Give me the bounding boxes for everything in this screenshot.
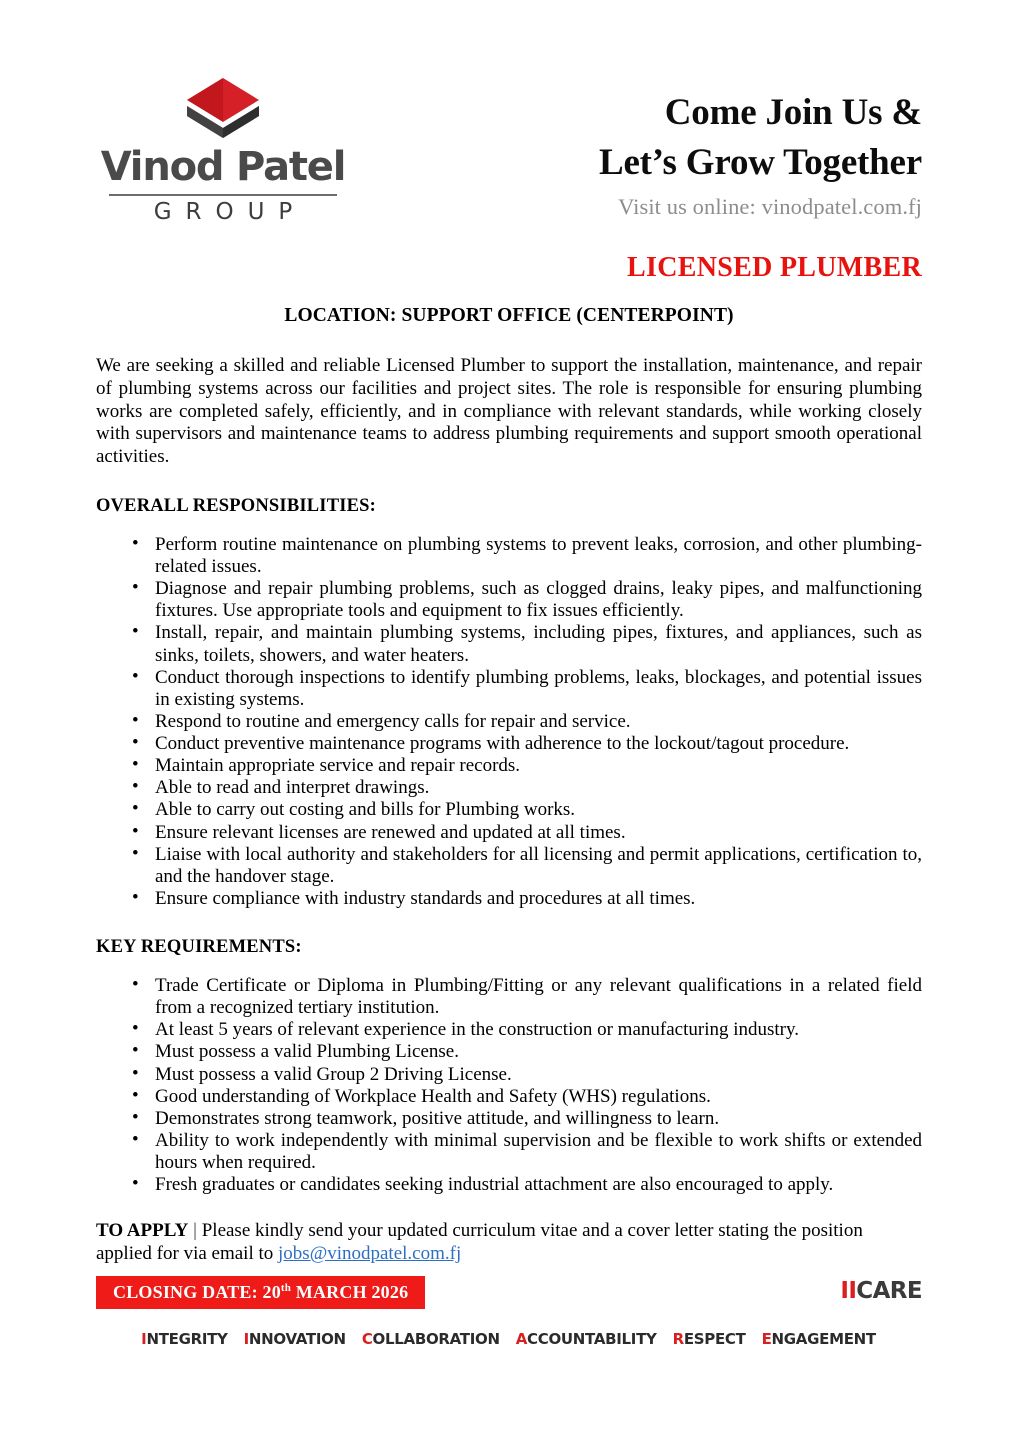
list-item: • Respond to routine and emergency calls for repair and service. (96, 711, 922, 733)
list-item: • Liaise with local authority and stakeholders for all licensing and permit applications, certification to, and the handover stage. (96, 844, 922, 888)
footer-row (96, 1276, 922, 1310)
page-header (0, 0, 1017, 300)
list-item: • Ensure compliance with industry standards and procedures at all times. (96, 888, 922, 910)
list-item: • Must possess a valid Plumbing License. (96, 1041, 922, 1063)
value-remainder: NGAGEMENT (771, 1330, 876, 1348)
apply-separator: | (188, 1220, 202, 1242)
value-initial: I (141, 1330, 147, 1348)
list-item: • Diagnose and repair plumbing problems, such as clogged drains, leaky pipes, and malfunctioning fixtures. Use appropriate tools and equipment to fix issues efficiently. (96, 578, 922, 622)
list-item: • Perform routine maintenance on plumbing systems to prevent leaks, corrosion, and other plumbing-related issues. (96, 534, 922, 578)
list-item: • Able to carry out costing and bills for Plumbing works. (96, 799, 922, 821)
page-content (96, 305, 922, 1266)
job-intro-paragraph: We are seeking a skilled and reliable Licensed Plumber to support the installation, maintenance, and repair of plumbing systems across our facilities and project sites. The role is responsible for ensuring plumbing works are completed safely, efficiently, and in compliance with relevant standards, while working closely with supervisors and maintenance teams to address plumbing requirements and support smooth operational activities. (96, 355, 922, 468)
apply-text: Please kindly send your updated curriculum vitae and a cover letter stating the position applied for via email to (96, 1220, 863, 1265)
apply-email-link[interactable]: jobs@vinodpatel.com.fj (278, 1243, 462, 1265)
list-item: • Fresh graduates or candidates seeking industrial attachment are also encouraged to apply. (96, 1174, 922, 1196)
value-word (516, 1330, 657, 1348)
value-word (244, 1330, 346, 1348)
apply-instructions (96, 1220, 922, 1266)
list-item: • Install, repair, and maintain plumbing systems, including pipes, fixtures, and appliances, such as sinks, toilets, showers, and water heaters. (96, 622, 922, 666)
value-initial: I (243, 1330, 249, 1348)
list-item: • Maintain appropriate service and repair records. (96, 755, 922, 777)
job-title: LICENSED PLUMBER (627, 252, 922, 284)
value-remainder: ESPECT (683, 1330, 746, 1348)
list-item: • Must possess a valid Group 2 Driving License. (96, 1064, 922, 1086)
value-word (362, 1330, 500, 1348)
headline-line-1: Come Join Us & (664, 92, 922, 133)
apply-label: TO APPLY (96, 1220, 189, 1242)
company-values-bar (0, 1332, 1017, 1347)
list-item: • Conduct preventive maintenance programs with adherence to the lockout/tagout procedure. (96, 733, 922, 755)
website-line: Visit us online: vinodpatel.com.fj (618, 194, 922, 220)
requirements-heading: KEY REQUIREMENTS: (96, 937, 302, 958)
responsibilities-list (96, 534, 922, 910)
list-item: • Good understanding of Workplace Health and Safety (WHS) regulations. (96, 1086, 922, 1108)
value-word (673, 1330, 746, 1348)
value-remainder: CCOUNTABILITY (527, 1330, 657, 1348)
logo-wordmark: Vinod Patel (100, 144, 346, 190)
headline-line-2: Let’s Grow Together (598, 141, 922, 183)
list-item: • Ability to work independently with minimal supervision and be flexible to work shifts or extended hours when required. (96, 1130, 922, 1174)
list-item: • Demonstrates strong teamwork, positive attitude, and willingness to learn. (96, 1108, 922, 1130)
value-remainder: NNOVATION (248, 1330, 346, 1348)
value-remainder: OLLABORATION (372, 1330, 500, 1348)
value-word (762, 1330, 876, 1348)
job-location: LOCATION: SUPPORT OFFICE (CENTERPOINT) (284, 305, 734, 326)
requirements-list (96, 975, 922, 1196)
icare-logo (840, 1280, 922, 1303)
value-initial: C (361, 1330, 373, 1348)
list-item: • Ensure relevant licenses are renewed and updated at all times. (96, 822, 922, 844)
header-text-block (362, 88, 922, 284)
list-item: • Able to read and interpret drawings. (96, 777, 922, 799)
responsibilities-heading: OVERALL RESPONSIBILITIES: (96, 495, 377, 516)
vinod-patel-cube-logo-icon (180, 75, 266, 141)
list-item: • Conduct thorough inspections to identify plumbing problems, leaks, blockages, and potential issues in existing systems. (96, 667, 922, 711)
icare-word: CARE (856, 1278, 922, 1304)
value-initial: R (672, 1330, 684, 1348)
icare-accent: II (840, 1278, 857, 1304)
value-initial: E (761, 1330, 772, 1348)
list-item: • At least 5 years of relevant experience in the construction or manufacturing industry. (96, 1019, 922, 1041)
closing-date-badge (96, 1276, 425, 1309)
logo-divider (109, 194, 337, 196)
closing-date-ordinal: th (280, 1282, 292, 1294)
logo-subtext: GROUP (153, 199, 307, 225)
value-initial: A (515, 1330, 528, 1348)
value-word (141, 1330, 227, 1348)
company-logo (97, 75, 349, 245)
closing-date-prefix: CLOSING DATE: 20 (113, 1282, 281, 1302)
value-remainder: NTEGRITY (146, 1330, 228, 1348)
closing-date-suffix: MARCH 2026 (291, 1282, 409, 1302)
list-item: • Trade Certificate or Diploma in Plumbing/Fitting or any relevant qualifications in a related field from a recognized tertiary institution. (96, 975, 922, 1019)
